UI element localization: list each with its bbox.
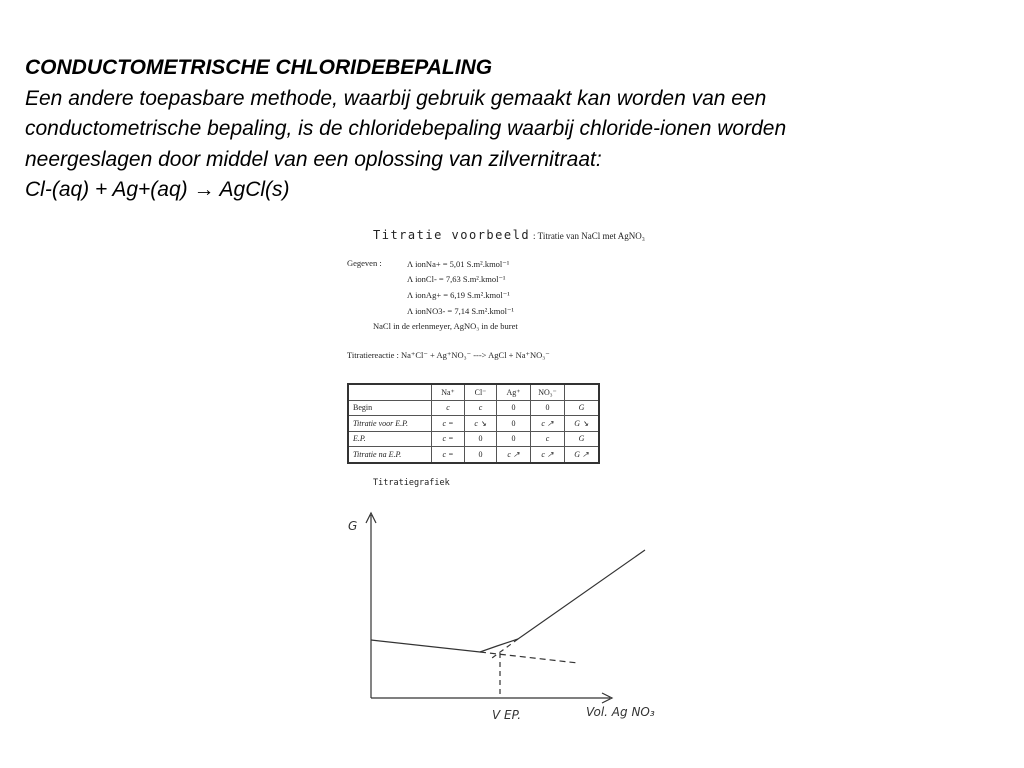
table-cell: c [432, 400, 465, 416]
table-cell: 0 [531, 400, 565, 416]
intro-line-3: neergeslagen door middel van een oplossing van zilvernitraat: [25, 147, 602, 171]
titration-graph [300, 222, 680, 762]
table-cell: c [465, 400, 497, 416]
table-cell: c ↘ [465, 416, 497, 432]
table-cell: Titratie na E.P. [348, 447, 432, 463]
given-no3: Λ ionNO3- = 7,14 S.m².kmol⁻¹ [407, 306, 514, 316]
table-cell: 0 [465, 447, 497, 463]
table-cell: 0 [465, 431, 497, 447]
table-cell: G ↘ [565, 416, 600, 432]
table-cell: c ↗ [531, 447, 565, 463]
table-cell: c = [432, 416, 465, 432]
scan-heading-rest: : Titratie van NaCl met AgNO₃ [533, 231, 645, 241]
table-header-cell: Na⁺ [432, 384, 465, 400]
graph-y-label: G [348, 519, 358, 533]
given-label: Gegeven : [347, 258, 382, 268]
intro-line-2: conductometrische bepaling, is de chloridebepaling waarbij chloride-ionen worden [25, 117, 787, 140]
table-cell: c ↗ [531, 416, 565, 432]
table-header-cell: Cl⁻ [465, 384, 497, 400]
table-cell: E.P. [348, 431, 432, 447]
table-cell: 0 [497, 400, 531, 416]
table-cell: Begin [348, 400, 432, 416]
table-cell: 0 [497, 416, 531, 432]
conductance-curve [371, 550, 645, 652]
scanned-example [300, 222, 680, 762]
graph-x-label: Vol. Ag NO₃ [586, 705, 655, 719]
table-cell: 0 [497, 431, 531, 447]
intro-line-1: Een andere toepasbare methode, waarbij gebruik gemaakt kan worden van een [25, 86, 767, 110]
titration-reaction: Titratiereactie : Na⁺Cl⁻ + Ag⁺NO₃⁻ ---> AgCl + Na⁺NO₃⁻ [347, 350, 550, 360]
graph-ep-label: V EP. [492, 708, 522, 722]
table-cell: c [531, 431, 565, 447]
intro-text [25, 53, 1005, 206]
given-cl: Λ ionCl- = 7,63 S.m².kmol⁻¹ [407, 274, 506, 284]
table-cell: c = [432, 447, 465, 463]
table-cell: c ↗ [497, 447, 531, 463]
given-ag: Λ ionAg+ = 6,19 S.m².kmol⁻¹ [407, 290, 510, 300]
intro-title: CONDUCTOMETRISCHE CHLORIDEBEPALING [25, 56, 493, 79]
table-cell: G [565, 400, 600, 416]
intro-equation: Cl-(aq) + Ag+(aq) → AgCl(s) [25, 178, 290, 201]
table-cell: G ↗ [565, 447, 600, 463]
table-cell: Titratie voor E.P. [348, 416, 432, 432]
table-header-cell: NO₃⁻ [531, 384, 565, 400]
table-header-cell: Ag⁺ [497, 384, 531, 400]
scan-heading-main: Titratie voorbeeld [373, 228, 531, 242]
table-cell: c = [432, 431, 465, 447]
extrapolation-before-ep [480, 652, 578, 663]
table-cell: G [565, 431, 600, 447]
given-note: NaCl in de erlenmeyer, AgNO₃ in de buret [373, 321, 518, 331]
graph-title: Titratiegrafiek [373, 478, 450, 488]
given-na: Λ ionNa+ = 5,01 S.m².kmol⁻¹ [407, 259, 510, 269]
